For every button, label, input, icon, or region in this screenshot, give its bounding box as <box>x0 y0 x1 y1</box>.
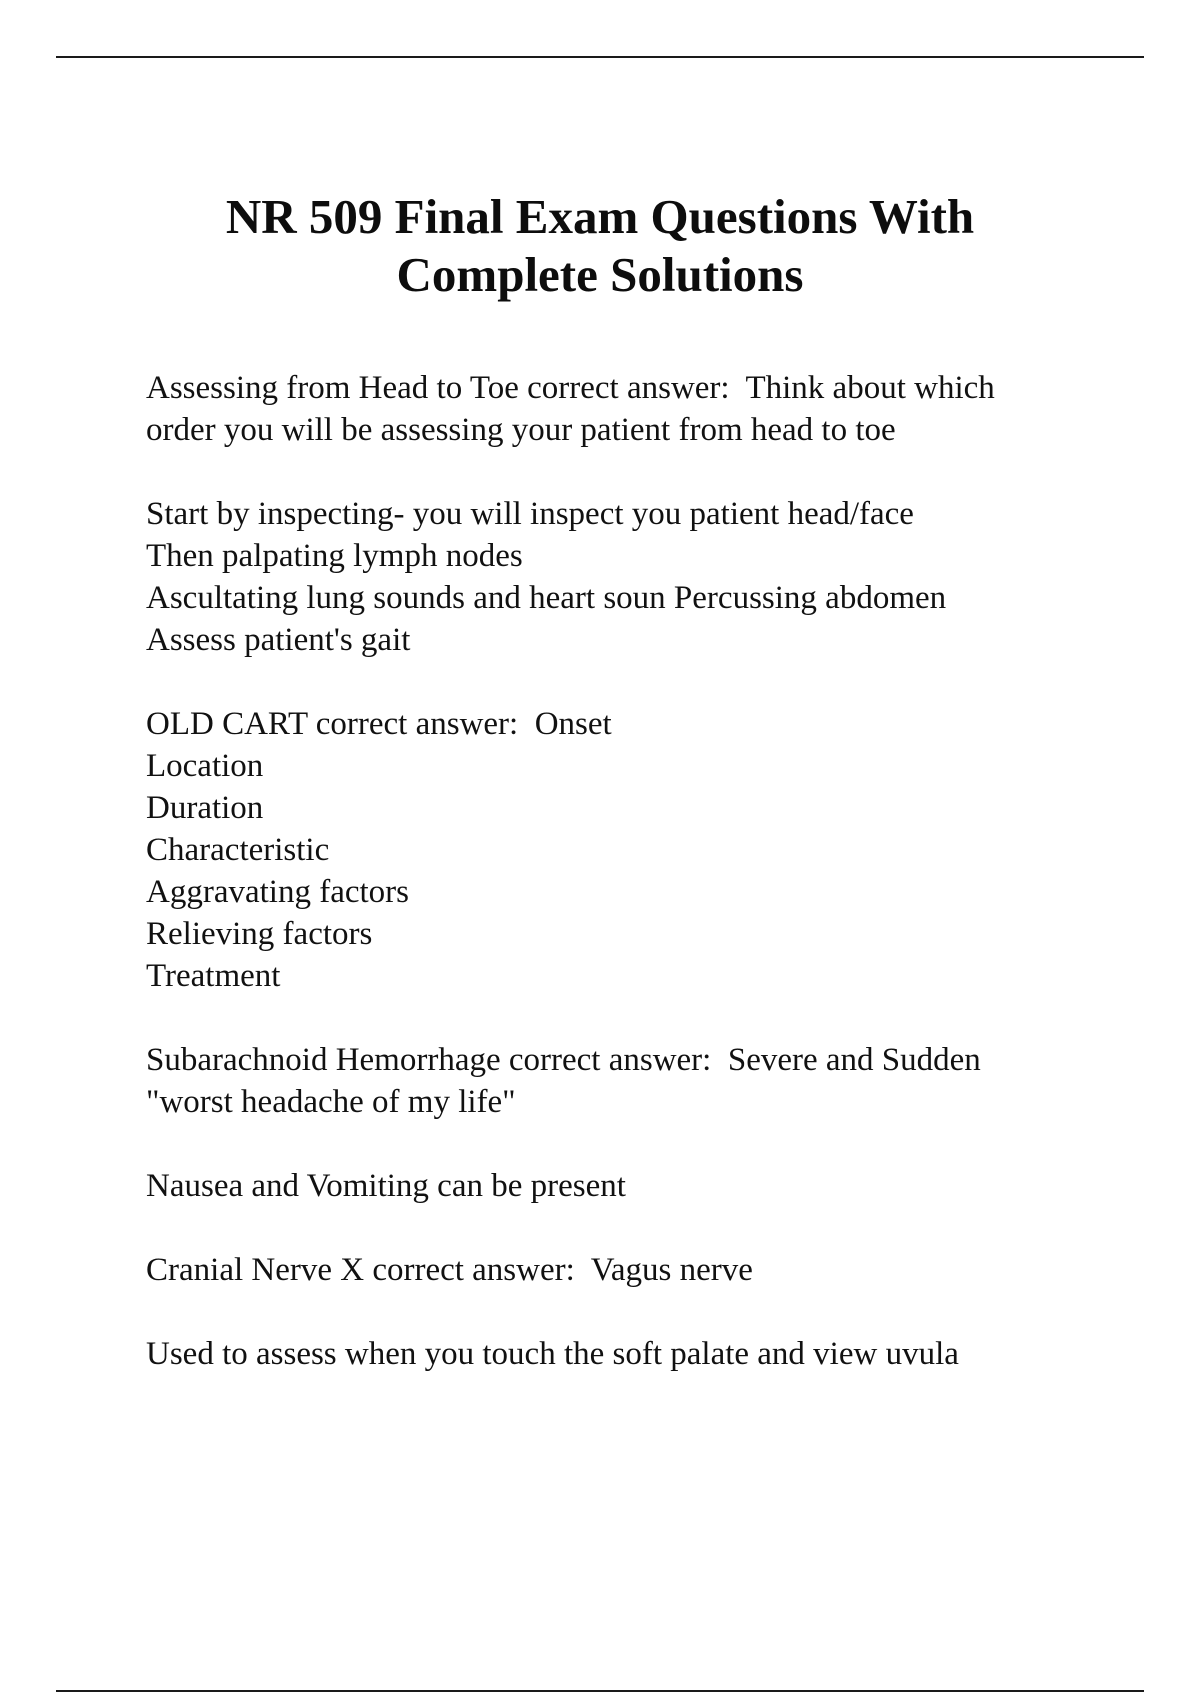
text-line: order you will be assessing your patient from head to toe <box>146 412 896 448</box>
text-line: Cranial Nerve X correct answer: Vagus nerve <box>146 1252 753 1288</box>
text-line: Location <box>146 748 264 784</box>
text-line: Used to assess when you touch the soft palate and view uvula <box>146 1336 959 1372</box>
paragraph-cranial-nerve <box>146 1249 1156 1291</box>
text-line: Treatment <box>146 958 281 994</box>
paragraph-assessment-steps <box>146 493 1156 661</box>
paragraph-old-cart <box>146 703 1156 997</box>
text-line: Assessing from Head to Toe correct answer: Think about which <box>146 370 995 406</box>
text-line: Subarachnoid Hemorrhage correct answer: Severe and Sudden <box>146 1042 981 1078</box>
text-line: Ascultating lung sounds and heart soun Percussing abdomen <box>146 580 947 616</box>
text-line: Characteristic <box>146 832 330 868</box>
paragraph-subarachnoid <box>146 1039 1156 1123</box>
text-line: Then palpating lymph nodes <box>146 538 523 574</box>
title-line: Complete Solutions <box>396 247 804 302</box>
paragraph-nausea <box>146 1165 1156 1207</box>
text-line: "worst headache of my life" <box>146 1084 516 1120</box>
text-line: Nausea and Vomiting can be present <box>146 1168 626 1204</box>
title-line: NR 509 Final Exam Questions With <box>225 189 975 244</box>
document-body <box>146 367 1156 1375</box>
paragraph-soft-palate <box>146 1333 1156 1375</box>
text-line: Assess patient's gait <box>146 622 411 658</box>
text-line: Relieving factors <box>146 916 373 952</box>
text-line: OLD CART correct answer: Onset <box>146 706 612 742</box>
document-title <box>0 188 1200 304</box>
text-line: Start by inspecting- you will inspect you patient head/face <box>146 496 914 532</box>
header-rule <box>56 56 1144 58</box>
footer-rule <box>56 1690 1144 1692</box>
paragraph-head-to-toe <box>146 367 1156 451</box>
text-line: Duration <box>146 790 264 826</box>
text-line: Aggravating factors <box>146 874 409 910</box>
